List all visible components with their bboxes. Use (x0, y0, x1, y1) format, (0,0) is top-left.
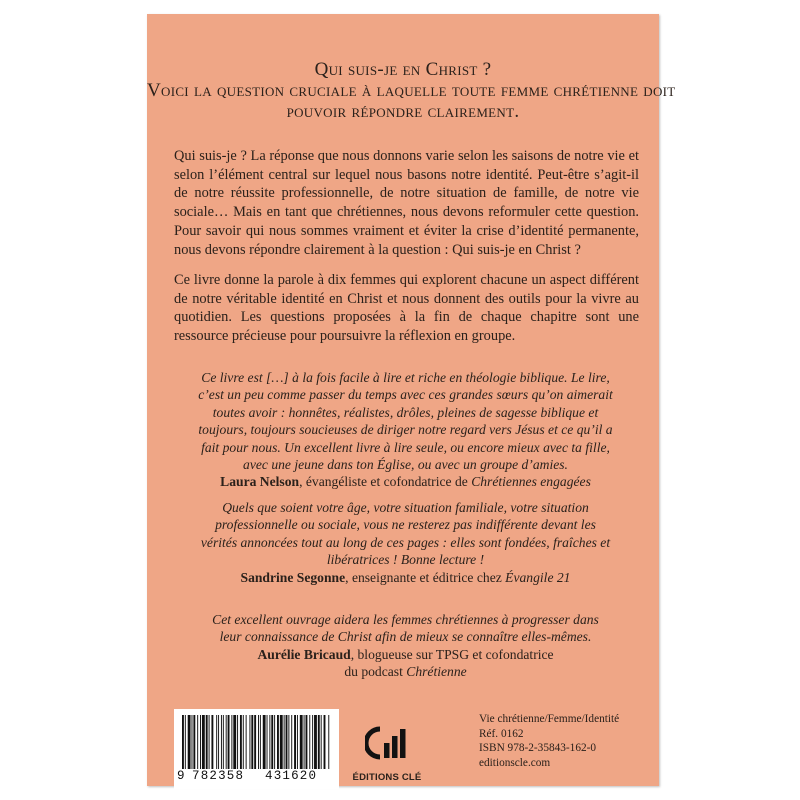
barcode-digits-left: 782358 (192, 769, 245, 783)
barcode-bar (254, 715, 256, 769)
barcode-bar (251, 715, 253, 769)
barcode-bar (216, 715, 217, 769)
publisher-website: editionscle.com (479, 756, 551, 769)
barcode-bar (280, 715, 283, 769)
quote-line: toutes avoir : honnêtes, réalistes, drôles, pleines de sagesse biblique et (212, 404, 599, 420)
quote-attribution (173, 473, 638, 490)
barcode-bar (231, 715, 232, 769)
quote-line: avec une jeune dans ton Église, ou avec un groupe d’amies. (243, 457, 568, 473)
barcode-bar (211, 715, 213, 769)
quote-line: toujours, toujours soucieuses de diriger notre regard vers Jésus et ce qu’il a (198, 422, 613, 438)
barcode-bar (291, 715, 292, 769)
tagline-line: pouvoir répondre clairement. (286, 101, 520, 122)
barcode-bar (324, 715, 326, 769)
endorsement-quote-1 (173, 369, 638, 491)
barcode-digits (174, 769, 339, 787)
back-cover (147, 14, 676, 786)
barcode-bar (260, 715, 261, 769)
barcode-bar (288, 715, 289, 769)
barcode-bar (246, 715, 247, 769)
barcode-bar (284, 715, 285, 769)
barcode-bar (286, 715, 288, 769)
quote-line: vérités annoncées tout au long de ces pages : elles sont fondées, fraîches et (200, 534, 611, 550)
author-organization: Évangile 21 (505, 569, 571, 585)
barcode-bar (209, 715, 210, 769)
quote-line: Quels que soient votre âge, votre situation familiale, votre situation (222, 500, 589, 515)
barcode (174, 709, 339, 789)
quote-line: Ce livre est […] à la fois facile à lire et riche en théologie biblique. Le lire, (201, 370, 610, 385)
barcode-bar (314, 715, 317, 769)
barcode-bar (249, 715, 250, 769)
quote-line: Cet excellent ouvrage aidera les femmes chrétiennes à progresser dans (212, 612, 599, 627)
barcode-bar (243, 715, 244, 769)
quote-line: leur connaissance de Christ afin de mieux se connaître elles-mêmes. (219, 629, 592, 645)
barcode-bars (180, 715, 333, 771)
barcode-bar (221, 715, 222, 769)
author-role: , enseignante et éditrice chez (345, 569, 506, 585)
quote-line: professionnelle ou sociale, vous ne resterez pas indifférente devant les (215, 517, 596, 533)
quote-author: Laura Nelson (220, 474, 300, 490)
tagline-line: Qui suis-je en Christ ? (314, 59, 492, 80)
quote-attribution-continued (173, 663, 638, 680)
author-organization: Chrétiennes engagées (471, 474, 591, 490)
barcode-bar (274, 715, 275, 769)
barcode-bar (240, 715, 242, 769)
barcode-bar (271, 715, 273, 769)
book-reference: Réf. 0162 (479, 727, 524, 740)
barcode-bar (312, 715, 313, 769)
quote-author: Aurélie Bricaud (257, 646, 351, 662)
quote-line: libératrices ! Bonne lecture ! (326, 552, 485, 568)
description-paragraph-1: Qui suis-je ? La réponse que nous donnons varie selon les saisons de notre vie et selon l’élément central sur lequel nous basons notre identité. Peut-être s’agit-il de notre réussite professionnelle, de notre situation de famille, de notre vie sociale… Mais en tant que chrétiennes, nous devons reformuler cette question. Pour savoir qui nous sommes vraiment et éviter la crise d’identité permanente, nous devons répondre clairement à la question : Qui suis-je en Christ ? (174, 148, 639, 258)
author-role: , évangéliste et cofondatrice de (299, 474, 472, 490)
barcode-bar (200, 715, 201, 769)
barcode-bar (192, 715, 193, 769)
barcode-digit-first: 9 (177, 769, 185, 783)
barcode-bar (306, 715, 308, 769)
barcode-bar (218, 715, 219, 769)
barcode-bar (202, 715, 205, 769)
book-isbn: ISBN 978-2-35843-162-0 (479, 742, 597, 754)
author-organization: Chrétienne (406, 664, 467, 680)
barcode-bar (267, 715, 268, 769)
barcode-bar (188, 715, 191, 769)
barcode-digits-right: 431620 (265, 769, 318, 783)
barcode-bar (309, 715, 310, 769)
barcode-bar (228, 715, 230, 769)
barcode-bar (294, 715, 296, 769)
publisher-name: ÉDITIONS CLÉ (352, 772, 422, 783)
quote-line: c’est un peu comme passer du temps avec ces grandes sœurs qu’on aimerait (198, 387, 613, 403)
quote-author: Sandrine Segonne (240, 569, 346, 585)
barcode-bar (263, 715, 266, 769)
barcode-bar (297, 715, 298, 769)
barcode-bar (185, 715, 186, 769)
barcode-bar (269, 715, 270, 769)
barcode-bar (258, 715, 259, 769)
barcode-bar (304, 715, 305, 769)
barcode-bar (197, 715, 198, 769)
book-info (479, 712, 654, 770)
barcode-bar (321, 715, 322, 769)
quote-attribution (173, 646, 638, 663)
tagline (147, 59, 676, 122)
author-role-continued: du podcast (344, 664, 407, 680)
quote-line: fait pour nous. Un excellent livre à lire seule, ou encore mieux avec ta fille, (201, 439, 610, 455)
endorsement-quote-2 (173, 499, 638, 586)
barcode-bar (193, 715, 195, 769)
barcode-bar (233, 715, 236, 769)
description-paragraph-2: Ce livre donne la parole à dix femmes qui explorent chacune un aspect différent de notre véritable identité en Christ et nous donnent des outils pour la vivre au quotidien. Les questions proposées à la fin de chaque chapitre sont une ressource précieuse pour poursuivre la réflexion en groupe. (174, 272, 639, 345)
barcode-bar (300, 715, 303, 769)
quote-attribution (173, 569, 638, 586)
author-role: , blogueuse sur TPSG et cofondatrice (350, 646, 554, 662)
publisher-logo-icon (365, 717, 409, 769)
barcode-bar (277, 715, 279, 769)
barcode-bar (237, 715, 238, 769)
barcode-bar (328, 715, 329, 769)
barcode-bar (182, 715, 184, 769)
tagline-line: Voici la question cruciale à laquelle toute femme chrétienne doit (147, 80, 676, 101)
barcode-bar (223, 715, 224, 769)
barcode-bar (318, 715, 320, 769)
book-category: Vie chrétienne/Femme/Identité (479, 713, 620, 725)
barcode-bar (206, 715, 208, 769)
barcode-bar (226, 715, 227, 769)
endorsement-quote-3 (173, 611, 638, 681)
